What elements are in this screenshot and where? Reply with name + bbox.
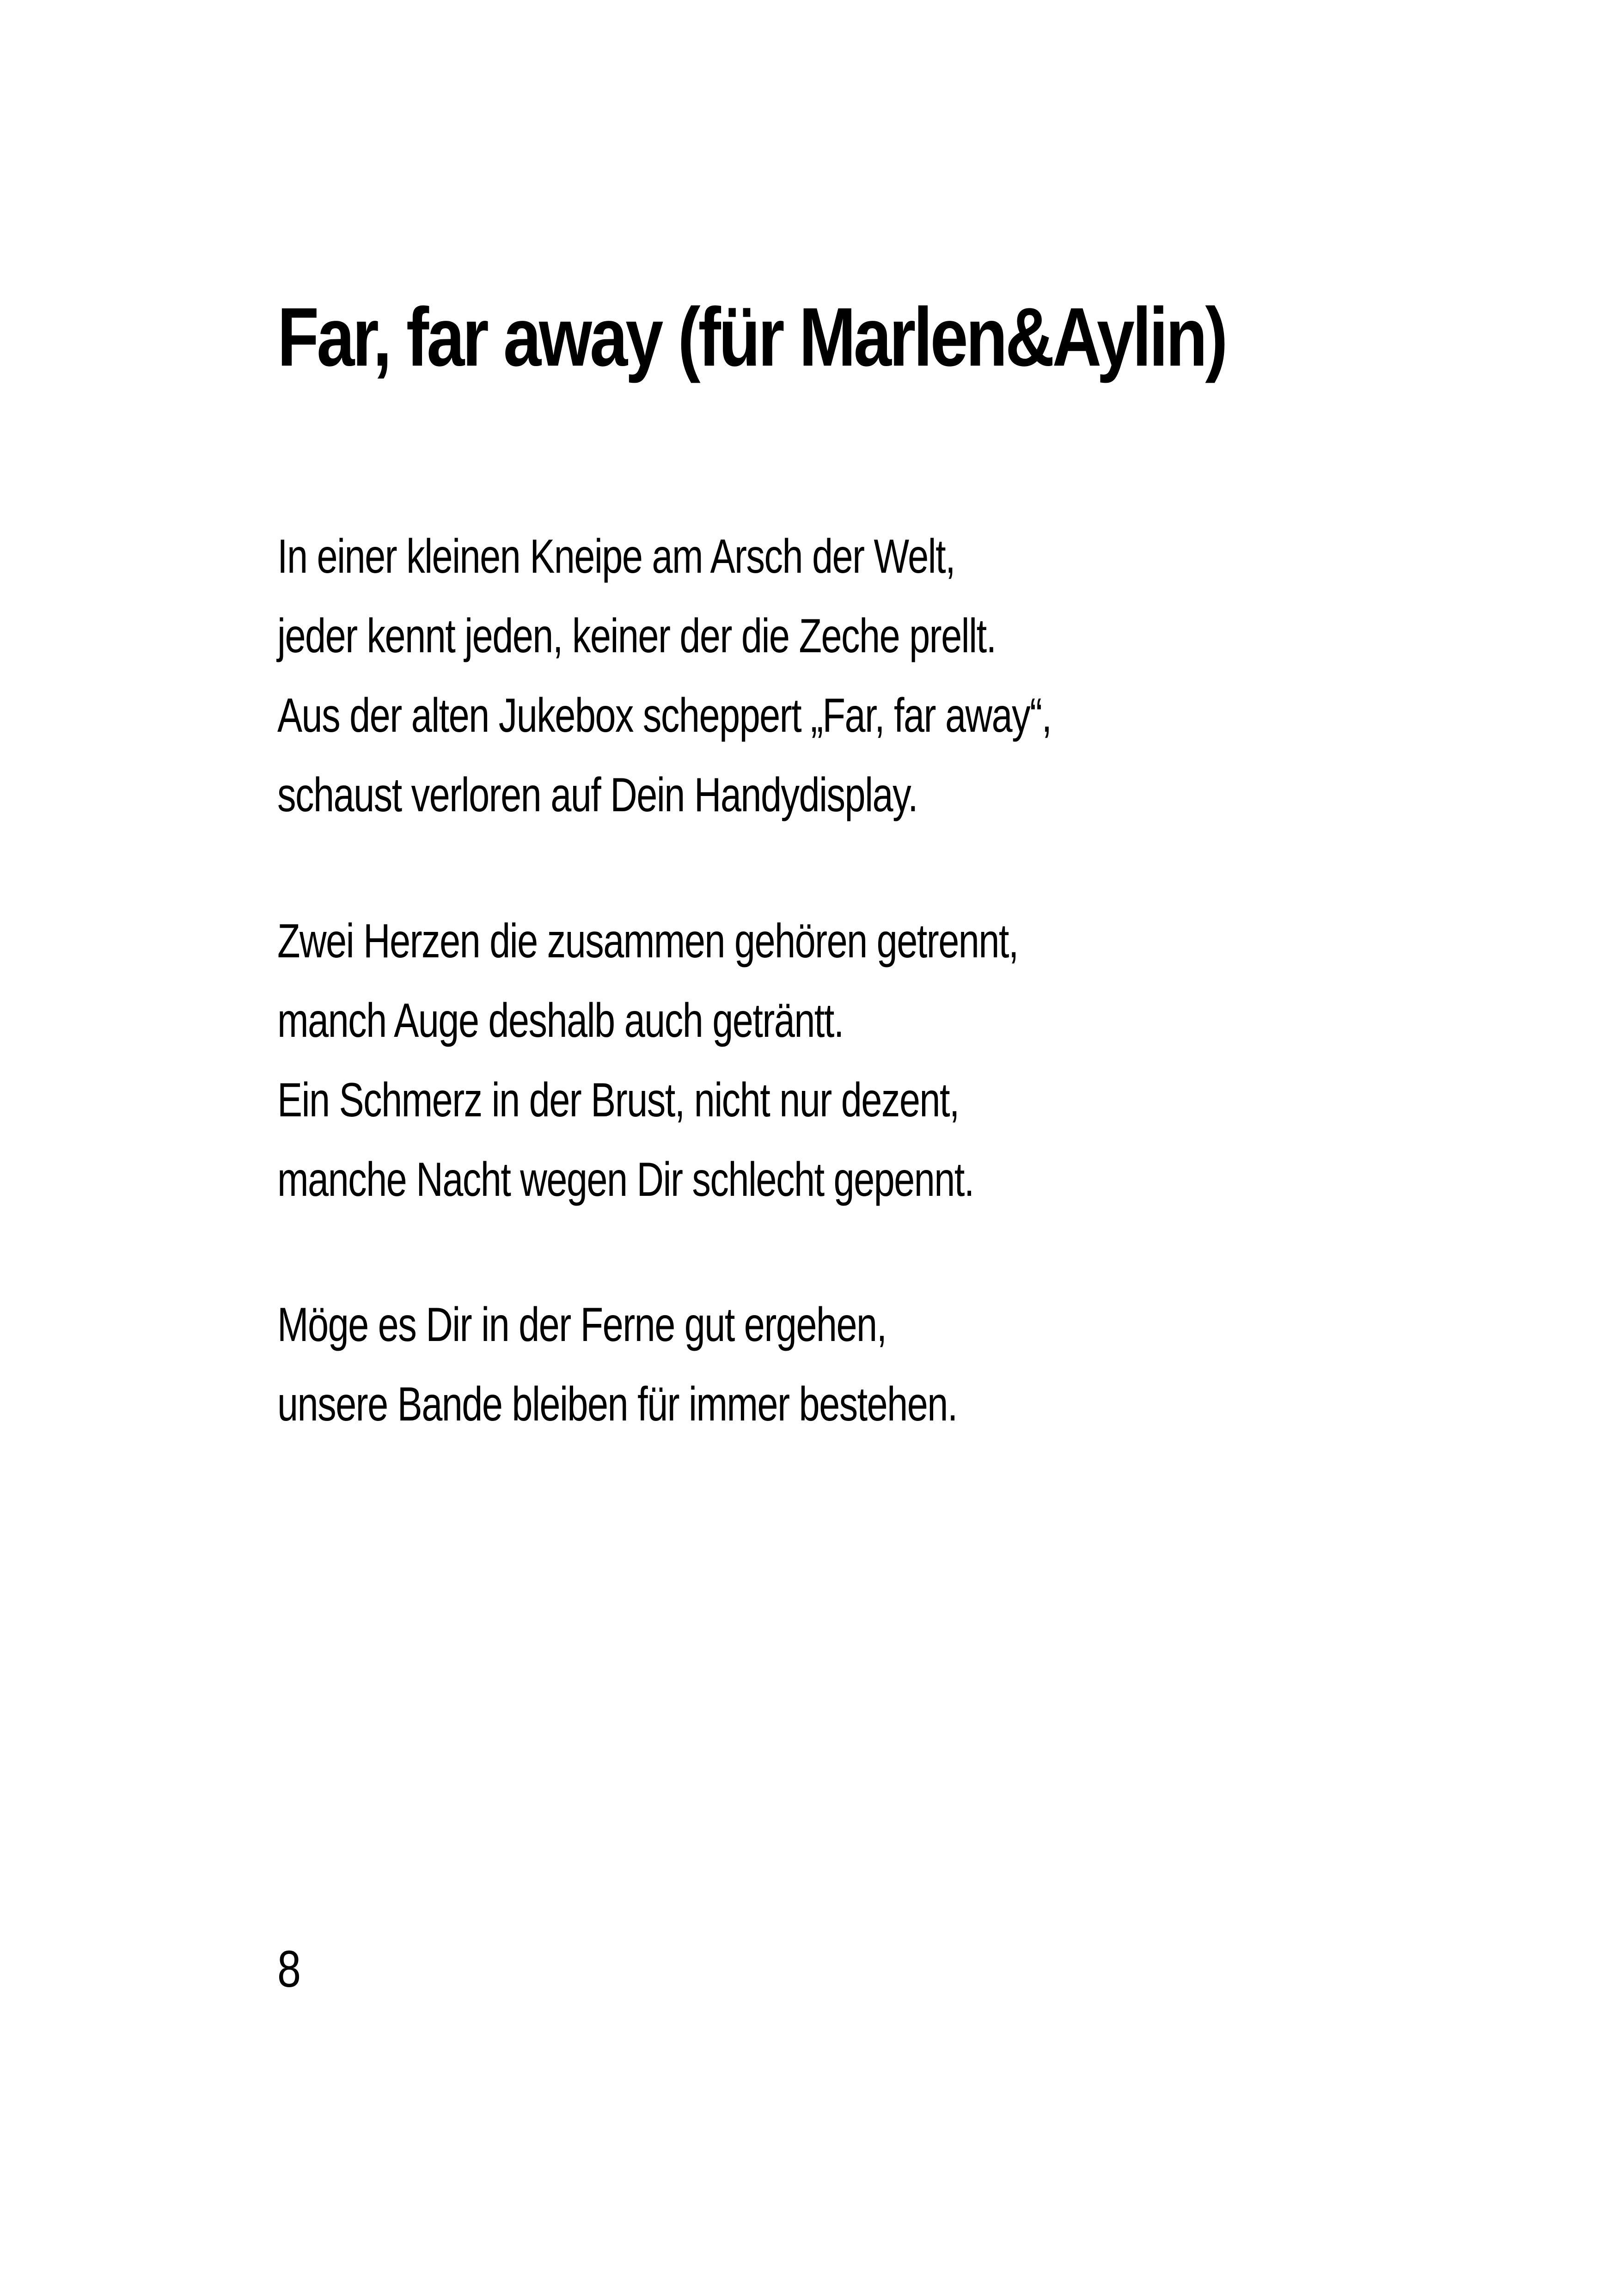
page-number: 8 [277, 1940, 301, 1998]
poem-line: Zwei Herzen die zusammen gehören getrennt, [277, 914, 1018, 968]
stanza-3 [277, 1285, 1387, 1444]
stanza-2 [277, 901, 1387, 1219]
poem-line: Ein Schmerz in der Brust, nicht nur dezent, [277, 1073, 959, 1127]
poem-line: manch Auge deshalb auch geträntt. [277, 994, 844, 1047]
poem-line: manche Nacht wegen Dir schlecht gepennt. [277, 1153, 974, 1206]
poem-line: Aus der alten Jukebox scheppert „Far, far away“, [277, 689, 1052, 742]
stanza-1 [277, 517, 1387, 835]
poem-line: unsere Bande bleiben für immer bestehen. [277, 1378, 957, 1431]
poem-line: Möge es Dir in der Ferne gut ergehen, [277, 1298, 886, 1352]
poem-title: Far, far away (für Marlen&Aylin) [277, 291, 1226, 384]
poem-line: schaust verloren auf Dein Handydisplay. [277, 768, 918, 822]
poem-line: In einer kleinen Kneipe am Arsch der Welt, [277, 530, 955, 583]
poem-line: jeder kennt jeden, keiner der die Zeche prellt. [277, 609, 996, 663]
